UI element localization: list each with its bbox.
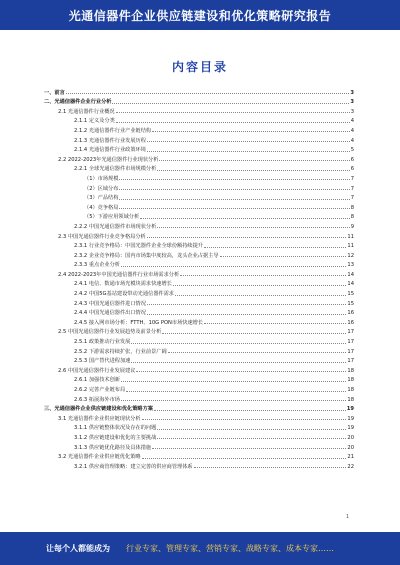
toc-entry-label: 2.4 2022-2023年中国光通信器件行业市场需求分析 xyxy=(58,271,180,278)
toc-entry-page: 5 xyxy=(350,147,354,154)
toc-entry-page: 22 xyxy=(347,463,354,470)
toc-entry-page: 3 xyxy=(350,89,354,96)
toc-entry-label: 2.2 2022-2023年光通信器件行业现状分析 xyxy=(58,156,159,163)
toc-entry-page: 7 xyxy=(350,195,354,202)
toc-entry-page: 9 xyxy=(350,223,354,230)
footer-roles: 行业专家、管理专家、营销专家、战略专家、成本专家…… xyxy=(126,544,334,553)
toc-leader-dots xyxy=(173,285,347,286)
toc-leader-dots xyxy=(131,362,346,363)
toc-entry-page: 8 xyxy=(350,204,354,211)
toc-entry-page: 21 xyxy=(347,454,354,461)
toc-entry-page: 18 xyxy=(347,377,354,384)
toc-entry-page: 11 xyxy=(347,233,354,240)
toc-entry-page: 19 xyxy=(347,425,354,432)
toc-leader-dots xyxy=(175,295,346,296)
toc-entry-page: 7 xyxy=(350,185,354,192)
toc-entry[interactable] xyxy=(44,249,354,259)
toc-entry[interactable] xyxy=(44,364,354,374)
toc-entry[interactable] xyxy=(44,211,354,221)
toc-entry-label: 2.4.2 中国5G基站建设带动光通信器件需求 xyxy=(74,291,174,298)
toc-leader-dots xyxy=(121,381,346,382)
toc-entry-page: 17 xyxy=(347,358,354,365)
report-title: 光通信器件企业供应链建设和优化策略研究报告 xyxy=(68,8,332,23)
toc-leader-dots xyxy=(119,189,349,190)
toc-entry-page: 14 xyxy=(347,271,354,278)
toc-entry[interactable] xyxy=(44,192,354,202)
toc-entry[interactable] xyxy=(44,172,354,182)
toc-entry-label: 2.1.1 定义及分类 xyxy=(74,118,115,125)
toc-entry-label: 2.5 中国光通信器件行业发展趋势及前景分析 xyxy=(58,329,162,336)
toc-entry-page: 6 xyxy=(350,156,354,163)
toc-entry[interactable] xyxy=(44,105,354,115)
toc-entry-label: （1）市场规模 xyxy=(84,175,119,182)
toc-entry[interactable] xyxy=(44,220,354,230)
toc-entry[interactable] xyxy=(44,240,354,250)
toc-entry-label: 3.2.1 供应商管理策略：建立完善的供应商管理体系 xyxy=(74,463,193,470)
toc-entry-label: 2.5.3 国产替代进程加速 xyxy=(74,358,131,365)
toc-entry-page: 17 xyxy=(347,329,354,336)
toc-entry[interactable] xyxy=(44,115,354,125)
toc-leader-dots xyxy=(116,122,350,123)
toc-entry-page: 4 xyxy=(350,137,354,144)
page-number: 1 xyxy=(346,514,350,520)
toc-entry[interactable] xyxy=(44,278,354,288)
toc-entry-label: 2.6.3 拓展海外市场 xyxy=(74,396,120,403)
toc-leader-dots xyxy=(142,419,347,420)
toc-entry[interactable] xyxy=(44,182,354,192)
toc-leader-dots xyxy=(220,256,347,257)
toc-heading: 内容目录 xyxy=(171,60,228,74)
page-footer xyxy=(0,532,400,565)
toc-entry[interactable] xyxy=(44,134,354,144)
toc-leader-dots xyxy=(147,314,346,315)
toc-leader-dots xyxy=(119,199,349,200)
toc-entry[interactable] xyxy=(44,163,354,173)
toc-leader-dots xyxy=(152,131,350,132)
toc-leader-dots xyxy=(157,227,349,228)
toc-entry-page: 7 xyxy=(350,175,354,182)
toc-entry[interactable] xyxy=(44,431,354,441)
toc-entry-label: （3）产品结构 xyxy=(84,195,119,202)
toc-entry-label: 2.2.2 中国光通信器件市场现状分析 xyxy=(74,223,157,230)
toc-entry-label: 3.1.3 供应链优化路径及具体措施 xyxy=(74,444,152,451)
toc-entry-label: 2.1.3 光通信器件行业发展历程 xyxy=(74,137,146,144)
toc-leader-dots xyxy=(154,410,346,411)
toc-leader-dots xyxy=(157,438,346,439)
toc-entry-page: 13 xyxy=(347,262,354,269)
toc-entry[interactable] xyxy=(44,441,354,451)
toc-leader-dots xyxy=(121,400,346,401)
toc-entry[interactable] xyxy=(44,412,354,422)
toc-entry-page: 16 xyxy=(347,310,354,317)
toc-entry[interactable] xyxy=(44,230,354,240)
toc-entry[interactable] xyxy=(44,307,354,317)
toc-entry-page: 15 xyxy=(347,300,354,307)
toc-entry-label: 3.1.1 供应链整体状况及存在的问题 xyxy=(74,425,157,432)
toc-entry[interactable] xyxy=(44,297,354,307)
toc-entry-label: 2.5.1 政策推动行业发展 xyxy=(74,339,131,346)
toc-leader-dots xyxy=(147,141,350,142)
toc-entry-label: 2.4.4 中国光通信器件出口情况 xyxy=(74,310,146,317)
toc-leader-dots xyxy=(204,323,346,324)
toc-entry-page: 11 xyxy=(347,243,354,250)
toc-entry-page: 16 xyxy=(347,319,354,326)
table-of-contents xyxy=(44,86,354,470)
toc-entry-label: 2.6.2 完善产业链布局 xyxy=(74,387,126,393)
toc-entry-label: 三、光通信器件企业供应链建设和优化策略方案 xyxy=(44,406,153,413)
toc-leader-dots xyxy=(194,467,347,468)
toc-entry-page: 4 xyxy=(350,118,354,125)
toc-entry-label: 2.4.3 中国光通信器件进口情况 xyxy=(74,300,146,307)
toc-entry[interactable] xyxy=(44,316,354,326)
toc-entry[interactable] xyxy=(44,355,354,365)
toc-leader-dots xyxy=(159,160,349,161)
toc-entry-label: 一、前言 xyxy=(44,89,65,96)
toc-entry[interactable] xyxy=(44,460,354,470)
toc-entry-label: 2.2.1 全球光通信器件市场规模分析 xyxy=(74,166,157,173)
toc-entry-label: 2.3.2 企业竞争格局：国内市场集中度较高，龙头企业占据主导 xyxy=(74,252,219,259)
page-header xyxy=(0,0,400,30)
toc-entry[interactable] xyxy=(44,144,354,154)
toc-leader-dots xyxy=(119,179,349,180)
toc-leader-dots xyxy=(204,247,346,248)
toc-entry[interactable] xyxy=(44,374,354,384)
toc-entry-page: 3 xyxy=(350,108,354,115)
toc-entry-page: 18 xyxy=(347,396,354,403)
toc-entry-label: （5）下游应用领域分析 xyxy=(84,214,140,221)
toc-entry-page: 6 xyxy=(350,166,354,173)
toc-leader-dots xyxy=(147,304,346,305)
toc-leader-dots xyxy=(136,371,346,372)
toc-entry-page: 17 xyxy=(347,348,354,355)
toc-leader-dots xyxy=(157,429,346,430)
toc-entry[interactable] xyxy=(44,335,354,345)
toc-entry-label: 2.1 光通信器件行业概况 xyxy=(58,108,115,115)
toc-entry-label: （4）竞争格局 xyxy=(84,204,119,211)
toc-leader-dots xyxy=(140,218,350,219)
toc-entry-page: 20 xyxy=(347,444,354,451)
toc-entry-page: 18 xyxy=(347,367,354,374)
toc-entry[interactable] xyxy=(44,201,354,211)
toc-entry[interactable] xyxy=(44,268,354,278)
toc-leader-dots xyxy=(142,458,347,459)
toc-entry-label: 2.6 中国光通信器件行业发展建议 xyxy=(58,367,136,374)
toc-entry-label: 3.2 光通信器件企业供应链优化策略 xyxy=(58,454,141,461)
toc-entry-page: 19 xyxy=(346,406,354,413)
toc-entry-label: 2.3 中国光通信器件行业竞争格局分析 xyxy=(58,233,146,240)
toc-entry-label: （2）区域分布 xyxy=(84,185,119,192)
footer-slogan: 让每个人都能成为 xyxy=(46,544,110,553)
toc-leader-dots xyxy=(112,103,349,104)
toc-leader-dots xyxy=(147,151,350,152)
toc-entry[interactable] xyxy=(44,345,354,355)
toc-entry[interactable] xyxy=(44,403,354,413)
toc-entry[interactable] xyxy=(44,259,354,269)
toc-entry-label: 3.1 光通信器件企业供应链现状分析 xyxy=(58,415,141,422)
toc-entry-page: 8 xyxy=(350,214,354,221)
toc-entry-label: 2.3.1 行业竞争格局：中国光器件企业全球份额持续提升 xyxy=(74,243,203,250)
toc-entry[interactable] xyxy=(44,86,354,96)
toc-entry-page: 17 xyxy=(347,339,354,346)
toc-leader-dots xyxy=(66,93,350,94)
toc-entry[interactable] xyxy=(44,326,354,336)
toc-leader-dots xyxy=(121,266,346,267)
toc-entry-page: 15 xyxy=(347,291,354,298)
toc-entry[interactable] xyxy=(44,287,354,297)
toc-entry-page: 14 xyxy=(347,281,354,288)
toc-entry-label: 2.4.1 电信、数通市场光模块需求快速增长 xyxy=(74,281,172,288)
toc-leader-dots xyxy=(152,448,346,449)
toc-entry-label: 2.4.5 接入网市场分析：FTTH、10G PON市场快速增长 xyxy=(74,319,204,326)
toc-leader-dots xyxy=(119,208,349,209)
toc-entry-page: 20 xyxy=(347,434,354,441)
toc-leader-dots xyxy=(168,352,347,353)
toc-entry[interactable] xyxy=(44,96,354,106)
toc-leader-dots xyxy=(147,237,347,238)
toc-entry[interactable] xyxy=(44,124,354,134)
toc-leader-dots xyxy=(157,170,349,171)
toc-entry[interactable] xyxy=(44,422,354,432)
toc-leader-dots xyxy=(180,275,346,276)
toc-entry[interactable] xyxy=(44,451,354,461)
toc-entry-label: 2.6.1 加强技术创新 xyxy=(74,377,120,384)
toc-entry-page: 19 xyxy=(347,415,354,422)
toc-entry[interactable] xyxy=(44,393,354,403)
toc-entry[interactable] xyxy=(44,383,354,393)
toc-entry-label: 2.5.2 下游需求持续扩张，行业前景广阔 xyxy=(74,348,167,355)
toc-leader-dots xyxy=(116,112,350,113)
toc-entry-label: 2.1.2 光通信器件行业产业链结构 xyxy=(74,127,152,134)
toc-entry[interactable] xyxy=(44,153,354,163)
toc-entry-label: 2.1.4 光通信器件行业政策环境 xyxy=(74,147,146,154)
toc-entry-label: 3.1.2 供应链建设和优化的主要挑战 xyxy=(74,434,157,441)
toc-entry-page: 18 xyxy=(347,387,354,393)
toc-leader-dots xyxy=(162,333,346,334)
toc-entry-label: 二、光通信器件企业行业分析 xyxy=(44,99,112,106)
toc-entry-page: 4 xyxy=(350,127,354,134)
toc-entry-page: 3 xyxy=(350,99,354,106)
toc-entry-label: 2.3.3 重点企业分析 xyxy=(74,262,120,269)
toc-leader-dots xyxy=(131,343,346,344)
toc-entry-page: 12 xyxy=(347,252,354,259)
toc-leader-dots xyxy=(126,391,346,392)
